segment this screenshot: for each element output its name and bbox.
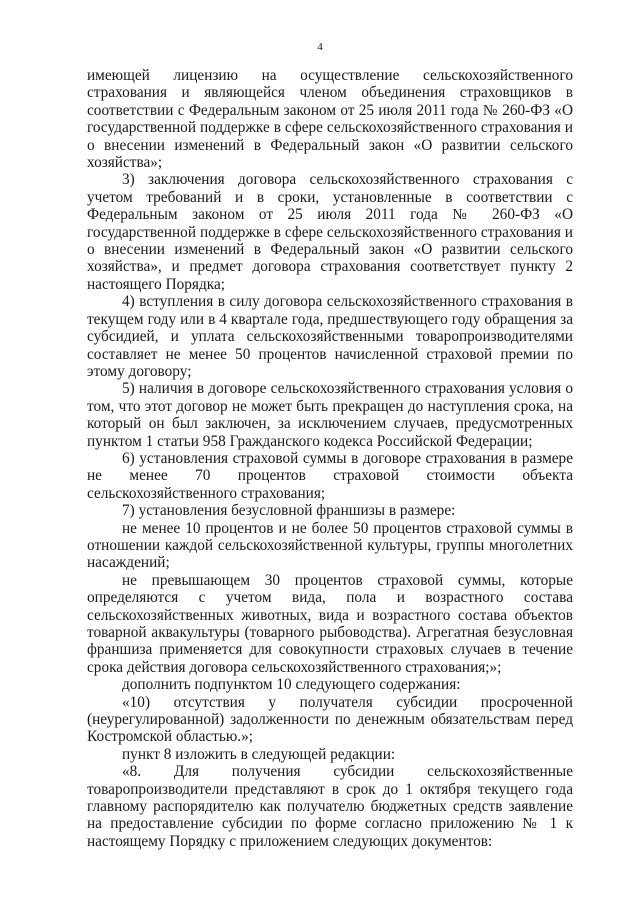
- document-body: [87, 67, 573, 850]
- paragraph-point-8-intro: пункт 8 изложить в следующей редакции:: [122, 745, 396, 763]
- paragraph-franchise-crops: не менее 10 процентов и не более 50 процентов страховой суммы в отношении каждой сельскохозяйственной культуры, группы многолетних насаждений;: [87, 519, 573, 572]
- paragraph-item-10: «10) отсутствия у получателя субсидии просроченной (неурегулированной) задолженности по денежным обязательствам перед Костромской областью.»;: [87, 693, 573, 746]
- paragraph-continuation: имеющей лицензию на осуществление сельскохозяйственного страхования и являющейся членом объединения страховщиков в соответствии с Федеральным законом от 25 июля 2011 года № 260-ФЗ «О государственной поддержке в сфере сельскохозяйственного страхования и о внесении изменений в Федеральный закон «О развитии сельского хозяйства»;: [87, 67, 573, 172]
- paragraph-item-6: 6) установления страховой суммы в договоре страхования в размере не менее 70 процентов страховой стоимости объекта сельскохозяйственного страхования;: [87, 449, 573, 502]
- paragraph-item-3: 3) заключения договора сельскохозяйственного страхования с учетом требований и в сроки, установленные в соответствии с Федеральным законом от 25 июля 2011 года № 260-ФЗ «О государственной поддержке в сфере сельскохозяйственного страхования и о внесении изменений в Федеральный закон «О развитии сельского хозяйства», и предмет договора страхования соответствует пункту 2 настоящего Порядка;: [87, 171, 573, 293]
- paragraph-point-8: «8. Для получения субсидии сельскохозяйственные товаропроизводители представляют в срок до 1 октября текущего года главному распорядителю как получателю бюджетных средств заявление на предоставление субсидии по форме согласно приложению № 1 к настоящему Порядку с приложением следующих документов:: [87, 763, 573, 850]
- paragraph-item-7: 7) установления безусловной франшизы в размере:: [122, 502, 456, 520]
- paragraph-item-4: 4) вступления в силу договора сельскохозяйственного страхования в текущем году или в 4 квартале года, предшествующего году обращения за субсидией, и уплата сельскохозяйственными товаропроизводителями составляет не менее 50 процентов начисленной страховой премии по этому договору;: [87, 293, 573, 380]
- paragraph-add-subitem: дополнить подпунктом 10 следующего содержания:: [122, 676, 461, 694]
- paragraph-franchise-animals: не превышающем 30 процентов страховой суммы, которые определяются с учетом вида, пола и возрастного состава сельскохозяйственных животных, вида и возрастного состава объектов товарной аквакультуры (товарного рыбоводства). Агрегатная безусловная франшиза применяется для совокупности страховых случаев в течение срока действия договора сельскохозяйственного страхования;»;: [87, 571, 573, 676]
- page-number: 4: [317, 41, 323, 53]
- paragraph-item-5: 5) наличия в договоре сельскохозяйственного страхования условия о том, что этот договор не может быть прекращен до наступления срока, на который он был заключен, за исключением случаев, предусмотренных пунктом 1 статьи 958 Гражданского кодекса Российской Федерации;: [87, 380, 573, 450]
